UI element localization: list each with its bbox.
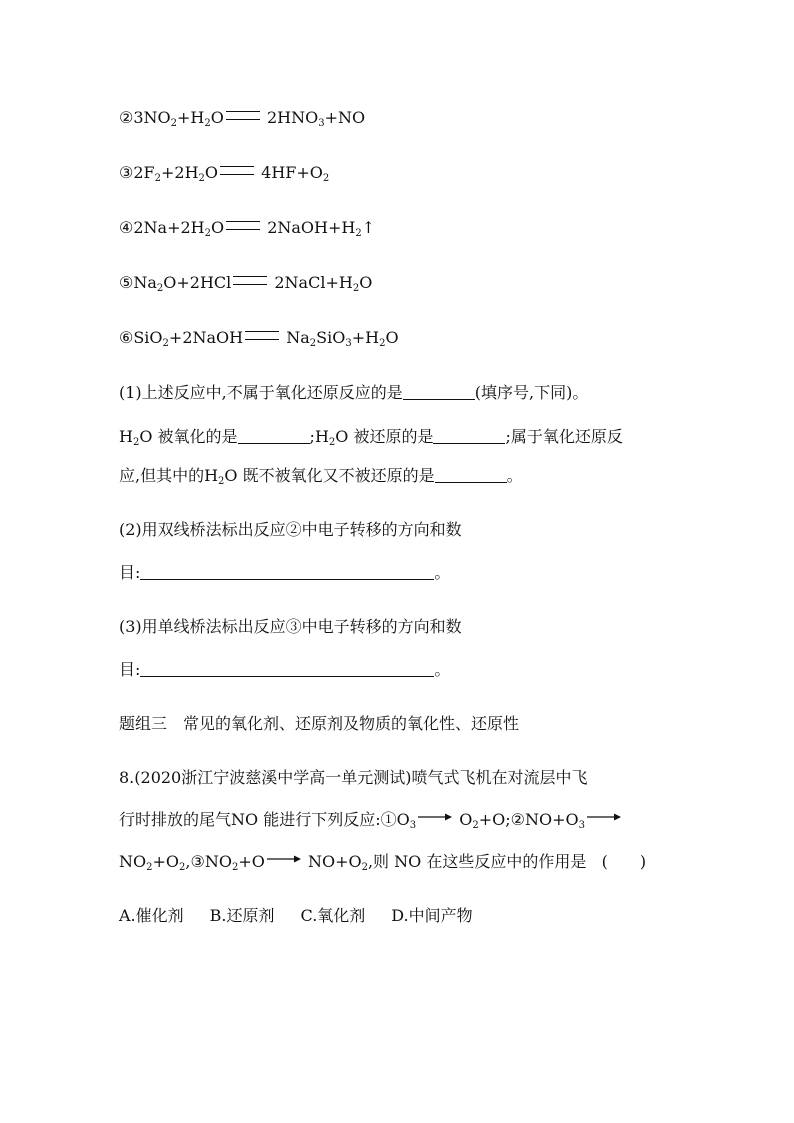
option-d[interactable]: D.中间产物 — [391, 906, 473, 925]
answer-blank[interactable] — [433, 427, 505, 444]
reaction-number: ② — [119, 108, 134, 127]
question-8-line-3: $NO_2+O_2,③NO_2+O$ $NO+O_2$,则 NO 在这些反应中的作用是 ( ) — [119, 852, 647, 873]
reaction-number: ⑥ — [119, 328, 134, 347]
up-arrow-icon: ↑ — [361, 218, 376, 237]
answer-blank[interactable] — [435, 466, 507, 483]
reaction-2: $②3NO_2+H_2O$ $2HNO_3+NO$ — [119, 108, 366, 129]
equals-sign — [226, 221, 260, 230]
option-c[interactable]: C.氧化剂 — [300, 906, 366, 925]
reaction-number: ⑤ — [119, 273, 134, 292]
question-8-options — [119, 906, 499, 926]
answer-blank[interactable] — [238, 427, 310, 444]
answer-bracket[interactable]: ( ) — [601, 852, 647, 871]
question-1-line-3: 应,但其中的$H_2O$ 既不被氧化又不被还原的是 。 — [119, 466, 523, 487]
question-8-line-2: 行时排放的尾气NO 能进行下列反应$:①O_3$ $O_2+O;②NO+O_3$ — [119, 810, 623, 830]
reaction-number: ④ — [119, 218, 134, 237]
equals-sign — [226, 111, 260, 120]
reaction-5: $⑤Na_2O+2HCl$ $2NaCl+H_2O$ — [119, 273, 373, 294]
question-1-line-2: $H_2O$ 被氧化的是 $;H_2O$ 被还原的是 ;属于氧化还原反 — [119, 427, 623, 448]
equals-sign — [233, 276, 267, 285]
option-b[interactable]: B.还原剂 — [209, 906, 275, 925]
option-a[interactable]: A.催化剂 — [119, 906, 184, 925]
answer-blank[interactable] — [140, 660, 434, 677]
reaction-number: ③ — [119, 163, 134, 182]
section-title: 题组三 常见的氧化剂、还原剂及物质的氧化性、还原性 — [119, 714, 520, 733]
answer-blank[interactable] — [140, 563, 434, 580]
reaction-arrow-icon — [587, 812, 621, 822]
question-3-line-1: (3)用单线桥法标出反应③中电子转移的方向和数 — [119, 617, 462, 636]
question-3-line-2: 目: 。 — [119, 660, 451, 679]
reaction-arrow-icon — [418, 812, 452, 822]
question-8-line-1: 8.(2020浙江宁波慈溪中学高一单元测试)喷气式飞机在对流层中飞 — [119, 768, 588, 787]
question-2-line-2: 目: 。 — [119, 563, 451, 582]
question-1-line-1: (1)上述反应中,不属于氧化还原反应的是 (填序号,下同)。 — [119, 383, 589, 402]
answer-blank[interactable] — [403, 383, 475, 400]
question-2-line-1: (2)用双线桥法标出反应②中电子转移的方向和数 — [119, 520, 462, 539]
reaction-3: $③2F_2+2H_2O$ $4HF+O_2$ — [119, 163, 330, 184]
equals-sign — [245, 331, 279, 340]
equals-sign — [220, 166, 254, 175]
reaction-6: ⑥SiO$_2$+2NaOH $Na_2SiO_3+H_2O$ — [119, 328, 399, 349]
reaction-arrow-icon — [267, 854, 301, 864]
reaction-4: $④2Na+2H_2O$ $2NaOH+H_2↑$ — [119, 218, 376, 239]
